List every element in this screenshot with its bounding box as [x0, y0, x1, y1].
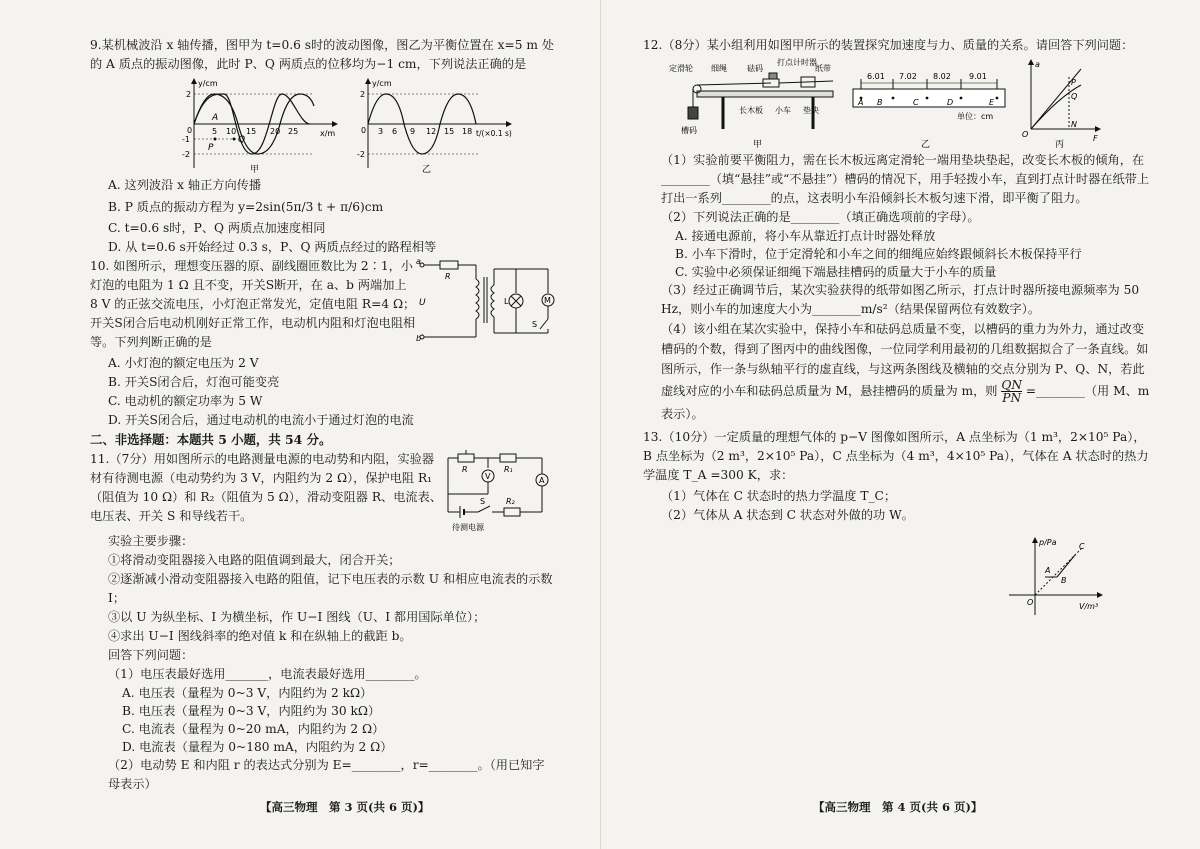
q10-option-c: C. 电动机的额定功率为 5 W [108, 394, 263, 408]
q12c-label-O: O [1022, 130, 1029, 139]
q11-answer-title: 回答下列问题： [108, 648, 194, 662]
tape-point-C: C [913, 98, 919, 107]
q11-sub1-option-a: A. 电压表（量程为 0~3 V，内阻约为 2 kΩ） [122, 686, 373, 700]
q9-wave-figure [182, 76, 344, 174]
q9a-xtick-15: 15 [246, 127, 257, 136]
q9-vibration-figure [358, 76, 528, 174]
tape-unit: 单位：cm [957, 112, 994, 121]
q9-option-b: B. P 质点的振动方程为 y=2sin(5π/3 t + π/6)cm [108, 200, 384, 214]
q12a-label-pad: 垫块 [803, 106, 819, 115]
q11-label-R1: R₁ [504, 465, 513, 474]
tape-value-4: 9.01 [969, 72, 987, 81]
q11-label-V: V [485, 472, 491, 481]
q12-sub4-fraction [1001, 379, 1022, 404]
question-10 [90, 257, 556, 430]
q12-sub2: （2）下列说法正确的是________（填正确选项前的字母）。 [661, 210, 980, 224]
q13-label-V: V/m³ [1079, 602, 1099, 611]
q12-tape-figure [849, 57, 1009, 149]
q11-circuit [444, 450, 556, 532]
q9a-xtick-5: 5 [212, 127, 218, 136]
q12-fraction-denominator: PN [1002, 391, 1022, 405]
q12c-label-N: N [1071, 120, 1077, 129]
q12a-label-bucket: 槽码 [681, 126, 697, 135]
q10-label-U: U [419, 298, 426, 308]
q13-sub1: （1）气体在 C 状态时的热力学温度 T_C； [661, 489, 897, 503]
tape-value-2: 7.02 [899, 72, 917, 81]
q12c-label-Q: Q [1071, 92, 1078, 101]
q9a-ytick--1: -1 [182, 135, 190, 144]
q12c-label-P: P [1071, 78, 1076, 87]
q11-step-2: ②逐渐减小滑动变阻器接入电路的阻值，记下电压表的示数 U 和相应电流表的示数 I； [108, 572, 553, 605]
q12b-caption: 乙 [921, 140, 931, 150]
page-4 [600, 0, 1200, 849]
q9b-xtick-6: 6 [392, 127, 398, 136]
q10-label-R: R [445, 272, 451, 281]
q12-sub4-text: （4）该小组在某次实验中，保持小车和砝码总质量不变，以槽码的重力为外力，通过改变槽码的个数，得到了图丙中的曲线图像，一位同学利用最初的几组数据拟合了一条直线。如图所示，作一条与纵轴平行的虚直线，与这两条图线及横轴的交点分别为 P、Q、N，若此虚线对应的小车和砝码总质量为 M，悬挂槽码的质量为 m，则 [661, 322, 1149, 398]
q9-option-c: C. t=0.6 s时，P、Q 两质点加速度相同 [108, 221, 326, 235]
q13-sub2: （2）气体从 A 状态到 C 状态对外做的功 W。 [661, 508, 914, 522]
q13-label-p: p/Pa [1039, 538, 1057, 547]
question-13 [643, 428, 1150, 619]
page-4-footer: 【高三物理 第 4 页(共 6 页)】 [813, 800, 983, 814]
q12-sub2-option-a: A. 接通电源前，将小车从靠近打点计时器处释放 [675, 229, 936, 243]
q11-sub1-option-d: D. 电流表（量程为 0~180 mA，内阻约为 2 Ω） [122, 740, 393, 754]
q9a-xtick-20: 20 [270, 127, 281, 136]
q9b-xtick-15: 15 [444, 127, 455, 136]
q11-steps-title: 实验主要步骤： [108, 534, 194, 548]
q12c-label-F: F [1093, 134, 1098, 143]
q9a-xtick-10: 10 [226, 127, 237, 136]
q12-force-graph [1019, 57, 1103, 149]
page-3-footer: 【高三物理 第 3 页(共 6 页)】 [260, 800, 430, 814]
q13-label-C: C [1079, 542, 1085, 551]
q9b-xtick-18: 18 [462, 127, 473, 136]
tape-point-E: E [989, 98, 995, 107]
q9b-caption: 乙 [422, 165, 432, 175]
q12-sub3: （3）经过正确调节后，某次实验获得的纸带如图乙所示，打点计时器所接电源频率为 50 Hz，则小车的加速度大小为________m/s²（结果保留两位有效数字）。 [661, 283, 1140, 316]
q11-label-A: A [539, 476, 545, 485]
q11-step-4: ④求出 U−I 图线斜率的绝对值 k 和在纵轴上的截距 b。 [108, 629, 412, 643]
q10-option-b: B. 开关S闭合后，灯泡可能变亮 [108, 375, 280, 389]
q12c-label-a: a [1035, 60, 1040, 69]
q11-fig-caption: 待测电源 [452, 523, 484, 532]
q12a-label-cart: 小车 [775, 106, 791, 115]
q10-option-d: D. 开关S闭合后，通过电动机的电流小于通过灯泡的电流 [108, 413, 414, 427]
tape-point-D: D [947, 98, 954, 107]
q10-stem: 10. 如图所示，理想变压器的原、副线圈匝数比为 2∶1，小灯泡的电阻为 1 Ω 且不变，开关S断开，在 a、b 两端加上 8 V 的正弦交流电压，小灯泡正常发光，定值电阻 R=4 Ω；开关S闭合后电动机刚好正常工作，电动机内阻和灯泡电阻相等。下列判断正确的是 [90, 259, 416, 349]
q12a-label-weight: 砝码 [747, 64, 763, 73]
q9b-ytick--2: -2 [357, 150, 365, 159]
q9a-label-A: A [212, 113, 219, 123]
q9a-ytick--2: -2 [182, 150, 190, 159]
q13-label-O: O [1027, 598, 1034, 607]
q10-option-a: A. 小灯泡的额定电压为 2 V [108, 356, 259, 370]
q12-apparatus-figure [663, 57, 839, 149]
q12-fraction-numerator: QN [1001, 378, 1023, 392]
q12a-caption: 甲 [753, 140, 763, 150]
section-2-heading: 二、非选择题：本题共 5 小题，共 54 分。 [90, 432, 332, 447]
q9b-xlabel: t/(×0.1 s) [476, 129, 512, 138]
q12-sub4 [661, 319, 1150, 424]
q11-label-R2: R₂ [506, 497, 515, 506]
q12a-label-rope: 细绳 [711, 64, 727, 73]
q11-sub1-option-c: C. 电流表（量程为 0~20 mA，内阻约为 2 Ω） [122, 722, 385, 736]
q12-sub2-option-c: C. 实验中必须保证细绳下端悬挂槽码的质量大于小车的质量 [675, 265, 997, 279]
question-9 [90, 36, 556, 257]
q12a-label-timer: 打点计时器 [777, 58, 817, 67]
q9b-origin: 0 [361, 126, 367, 135]
q11-label-R: R [462, 465, 468, 474]
q9a-ytick-2: 2 [186, 90, 192, 99]
q12-sub2-option-b: B. 小车下滑时，位于定滑轮和小车之间的细绳应始终跟倾斜长木板保持平行 [675, 247, 1082, 261]
q9a-label-P: P [208, 143, 214, 153]
q9-stem: 9.某机械波沿 x 轴传播，图甲为 t=0.6 s时的波动图像，图乙为平衡位置在 x=5 m 处的 A 质点的振动图像，此时 P、Q 两质点的位移均为−1 cm，下列说法正确的是 [90, 38, 555, 71]
q13-stem: 13.（10分）一定质量的理想气体的 p−V 图像如图所示，A 点坐标为（1 m³，2×10⁵ Pa），B 点坐标为（2 m³，2×10⁵ Pa），C 点坐标为（4 m³，4×10⁵ Pa），气体在 A 状态时的热力学温度 T_A =300 K，求： [643, 430, 1149, 482]
q13-pv-graph [1005, 535, 1111, 619]
q9-option-d: D. 从 t=0.6 s开始经过 0.3 s，P、Q 两质点经过的路程相等 [108, 240, 437, 254]
q10-label-a: a [416, 257, 421, 266]
q13-label-B: B [1061, 576, 1067, 585]
q13-label-A: A [1045, 566, 1051, 575]
q10-label-S: S [532, 320, 538, 329]
tape-point-A: A [858, 98, 864, 107]
q9a-ylabel: y/cm [198, 79, 218, 88]
q11-sub1: （1）电压表最好选用_______，电流表最好选用________。 [108, 667, 427, 681]
q9b-xtick-3: 3 [378, 127, 384, 136]
q9b-ylabel: y/cm [372, 79, 392, 88]
q11-stem: 11.（7分）用如图所示的电路测量电源的电动势和内阻，实验器材有待测电源（电动势约为 3 V，内阻约为 2 Ω），保护电阻 R₁（阻值为 10 Ω）和 R₂（阻值为 5 Ω），滑动变阻器 R、电流表、电压表、开关 S 和导线若干。 [90, 452, 442, 523]
q12-stem: 12.（8分）某小组利用如图甲所示的装置探究加速度与力、质量的关系。请回答下列问题： [643, 38, 1134, 52]
question-12 [643, 36, 1150, 424]
q9a-origin: 0 [187, 126, 193, 135]
q12-figures [663, 57, 1150, 149]
q10-label-M: M [544, 296, 551, 305]
q11-sub2: （2）电动势 E 和内阻 r 的表达式分别为 E=________，r=________。（用已知字母表示） [108, 758, 545, 791]
q9-option-a: A. 这列波沿 x 轴正方向传播 [108, 178, 262, 192]
q11-step-1: ①将滑动变阻器接入电路的阻值调到最大，闭合开关； [108, 553, 401, 567]
q11-step-3: ③以 U 为纵坐标、I 为横坐标，作 U−I 图线（U、I 都用国际单位）； [108, 610, 486, 624]
q12-sub4-tail: =________（用 M、m 表示）。 [661, 384, 1150, 421]
tape-value-1: 6.01 [867, 72, 885, 81]
q11-label-S: S [480, 497, 486, 506]
q9-figures [182, 76, 556, 174]
q10-label-L: L [504, 297, 509, 306]
q10-transformer-circuit [416, 259, 556, 343]
q9b-xtick-9: 9 [410, 127, 416, 136]
q12-sub1: （1）实验前要平衡阻力，需在长木板远离定滑轮一端用垫块垫起，改变长木板的倾角，在________（填“悬挂”或“不悬挂”）槽码的情况下，用手轻拨小车，直到打点计时器在纸带上打出一系列________的点，这表明小车沿倾斜长木板匀速下滑，即平衡了阻力。 [661, 153, 1150, 205]
q9a-caption: 甲 [250, 165, 260, 175]
q12c-caption: 丙 [1055, 140, 1065, 150]
tape-value-3: 8.02 [933, 72, 951, 81]
q12a-label-board: 长木板 [739, 106, 763, 115]
q12a-label-pulley: 定滑轮 [669, 64, 693, 73]
q9b-xtick-12: 12 [426, 127, 437, 136]
question-11 [90, 450, 556, 532]
q10-label-b: b [416, 334, 422, 343]
q9a-xlabel: x/m [320, 129, 336, 138]
q9a-label-Q: Q [238, 135, 246, 145]
tape-point-B: B [877, 98, 883, 107]
q9b-ytick-2: 2 [360, 90, 366, 99]
q12a-label-tape: 纸带 [815, 64, 831, 73]
q9a-xtick-25: 25 [288, 127, 299, 136]
q11-sub1-option-b: B. 电压表（量程为 0~3 V，内阻约为 30 kΩ） [122, 704, 381, 718]
